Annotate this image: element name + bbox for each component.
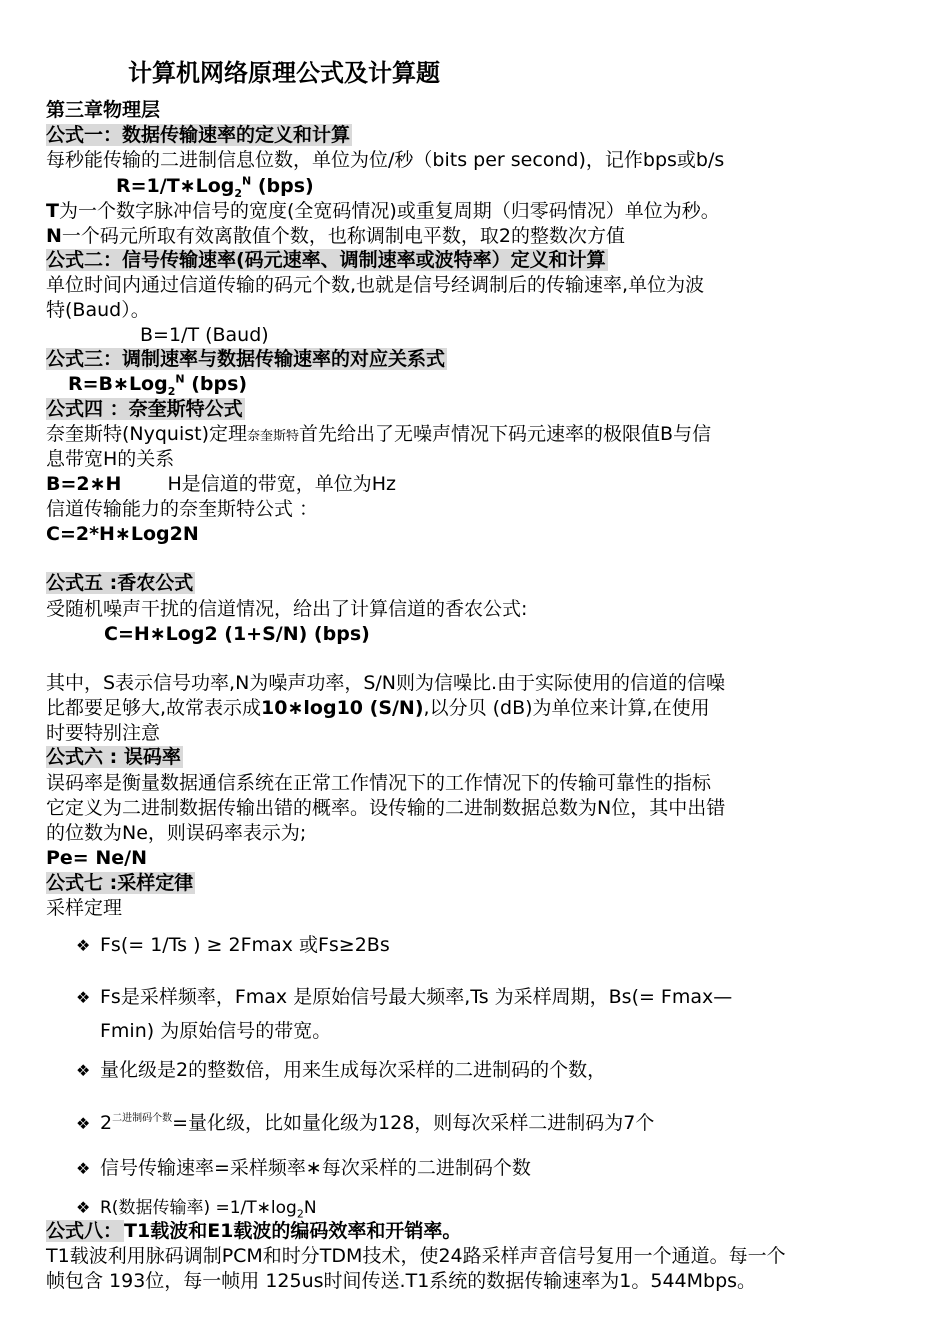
formula-8-text-1: T1载波利用脉码调制PCM和时分TDM技术，使24路采样声音信号复用一个通道。每一个	[46, 1245, 786, 1267]
bullet-item: ❖ Fs是采样频率，Fmax 是原始信号最大频率,Ts 为采样周期，Bs(= Fmax—	[76, 986, 733, 1008]
formula-6-equation: Pe= Ne/N	[46, 847, 147, 869]
formula-5-equation: C=H∗Log2 (1+S/N) (bps)	[104, 623, 370, 645]
bullet-item: ❖ Fs(= 1/Ts ) ≥ 2Fmax 或Fs≥2Bs	[76, 934, 390, 956]
formula-1-equation: R=1/T∗Log$_2^N$ (bps)	[116, 174, 314, 200]
formula-4-heading: 公式四 ：奈奎斯特公式	[46, 398, 243, 420]
bullet-item: ❖ R(数据传输率) $=1/T∗\log_2N$	[76, 1198, 317, 1221]
formula-2-text-2: 特(Baud）。	[46, 299, 150, 321]
chapter-heading: 第三章物理层	[46, 99, 161, 121]
formula-2-equation: B=1/T (Baud)	[140, 324, 269, 346]
formula-6-text-3: 的位数为Ne，则误码率表示为;	[46, 822, 307, 844]
formula-8-text-2: 帧包含 193位，每一帧用 125us时间传送.T1系统的数据传输速率为1。544Mbps。	[46, 1270, 757, 1292]
bullet-item-continuation: Fmin) 为原始信号的带宽。	[100, 1020, 332, 1042]
formula-5-text-3: 比都要足够大,故常表示成10∗log10 (S/N),以分贝 (dB)为单位来计算,在使用	[46, 697, 710, 719]
formula-5-text-2: 其中，S表示信号功率,N为噪声功率，S/N则为信噪比.由于实际使用的信道的信噪	[46, 672, 726, 694]
formula-6-text-2: 它定义为二进制数据传输出错的概率。设传输的二进制数据总数为N位，其中出错	[46, 797, 726, 819]
formula-5-text-1: 受随机噪声干扰的信道情况，给出了计算信道的香农公式:	[46, 598, 528, 620]
bullet-item: ❖ $2^{二进制码个数}=$量化级，比如量化级为128，则每次采样二进制码为7个	[76, 1112, 655, 1134]
diamond-bullet-icon: ❖	[76, 1061, 91, 1080]
formula-1-heading: 公式一：数据传输速率的定义和计算	[46, 124, 351, 146]
formula-6-heading: 公式六 : 误码率	[46, 746, 181, 768]
page-title: 计算机网络原理公式及计算题	[128, 59, 440, 87]
formula-2-text-1: 单位时间内通过信道传输的码元个数,也就是信号经调制后的传输速率,单位为波	[46, 274, 705, 296]
formula-4-equation-2: C=2*H∗Log2N	[46, 523, 199, 545]
formula-5-heading: 公式五 :香农公式	[46, 572, 194, 594]
diamond-bullet-icon: ❖	[76, 1198, 91, 1217]
bullet-item: ❖ 量化级是2的整数倍，用来生成每次采样的二进制码的个数，	[76, 1059, 607, 1081]
diamond-bullet-icon: ❖	[76, 1159, 91, 1178]
formula-1-text-2: T为一个数字脉冲信号的宽度(全宽码情况)或重复周期（归零码情况）单位为秒。	[46, 200, 720, 222]
diamond-bullet-icon: ❖	[76, 1114, 91, 1133]
formula-2-heading: 公式二：信号传输速率(码元速率、调制速率或波特率）定义和计算	[46, 249, 606, 271]
formula-1-text-3: N一个码元所取有效离散值个数，也称调制电平数，取2的整数次方值	[46, 225, 625, 247]
formula-8-heading: 公式八： T1载波和E1载波的编码效率和开销率。	[46, 1220, 462, 1242]
diamond-bullet-icon: ❖	[76, 936, 91, 955]
bullet-item: ❖ 信号传输速率=采样频率∗每次采样的二进制码个数	[76, 1157, 531, 1179]
formula-4-text-3: 信道传输能力的奈奎斯特公式 ：	[46, 498, 319, 520]
formula-4-equation-1: B=2∗H H是信道的带宽，单位为Hz	[46, 473, 397, 495]
formula-6-text-1: 误码率是衡量数据通信系统在正常工作情况下的工作情况下的传输可靠性的指标	[46, 772, 712, 794]
diamond-bullet-icon: ❖	[76, 988, 91, 1007]
formula-1-text-1: 每秒能传输的二进制信息位数，单位为位/秒（bits per second)，记作bps或b/s	[46, 149, 725, 171]
formula-5-text-4: 时要特别注意	[46, 722, 161, 744]
formula-4-text-2: 息带宽H的关系	[46, 448, 175, 470]
formula-7-heading: 公式七 :采样定律	[46, 872, 194, 894]
formula-3-heading: 公式三：调制速率与数据传输速率的对应关系式	[46, 348, 446, 370]
formula-7-text-1: 采样定理	[46, 897, 123, 919]
formula-4-text-1: 奈奎斯特(Nyquist)定理奈奎斯特首先给出了无噪声情况下码元速率的极限值B与信	[46, 423, 712, 445]
formula-3-equation: R=B∗Log$_2^N$ (bps)	[68, 372, 248, 398]
